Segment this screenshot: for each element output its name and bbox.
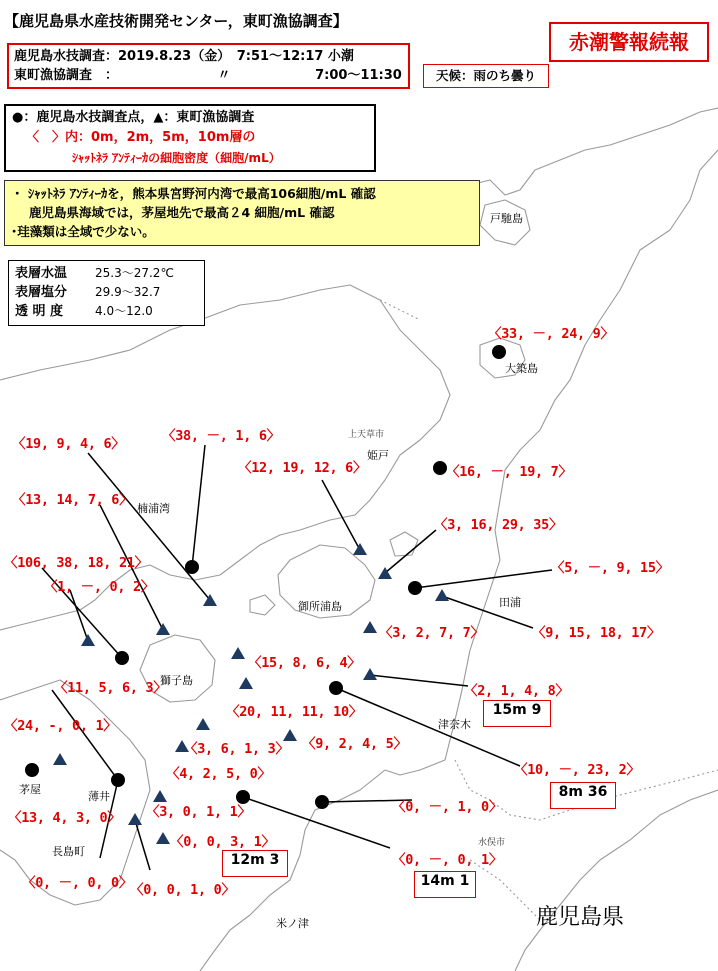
small-island-1 (250, 595, 275, 615)
city-boundary-1 (470, 860, 540, 920)
alert-text: 赤潮警報続報 (569, 30, 689, 54)
place-kamiamakusa: 上天草市 (348, 430, 385, 440)
station-label: 〈33, －, 24, 9〉 (488, 326, 614, 342)
conditions-box (8, 260, 205, 326)
station-label: 〈19, 9, 4, 6〉 (12, 436, 125, 452)
place-tohase: 戸馳島 (490, 212, 523, 225)
station-label: 〈0, －, 0, 1〉 (392, 852, 503, 868)
place-komenotsu: 米ノ津 (276, 917, 309, 930)
weather-box (423, 64, 549, 88)
notes-line-2: 鹿児島県海域では，茅屋地先で最高２4 細胞/mL 確認 (29, 205, 335, 220)
depth-box-12m: 12m 3 (222, 850, 288, 877)
place-prefecture: 鹿児島県 (536, 905, 625, 930)
station-label: 〈3, 2, 7, 7〉 (379, 625, 484, 641)
station-label: 〈9, 2, 4, 5〉 (302, 736, 407, 752)
station-label: 〈24, -, 0, 1〉 (4, 718, 117, 734)
condition-transparency (15, 302, 198, 321)
station-label: 〈106, 38, 18, 21〉 (4, 555, 148, 571)
station-label: 〈15, 8, 6, 4〉 (248, 655, 361, 671)
survey-line-2-time: 7:00～11:30 (315, 68, 402, 83)
place-shishijima: 獅子島 (160, 674, 193, 687)
place-goshourajima: 御所浦島 (298, 600, 342, 613)
station-label: 〈11, 5, 6, 3〉 (54, 680, 167, 696)
condition-salinity (15, 283, 198, 302)
notes-box (4, 180, 480, 246)
city-boundary-2 (380, 300, 420, 320)
legend-box (4, 104, 376, 172)
station-label: 〈0, 0, 1, 0〉 (130, 882, 235, 898)
survey-line-1: 鹿児島水技調査：2019.8.23（金） 7:51～12:17 小潮 (14, 49, 354, 64)
place-taura: 田浦 (499, 596, 521, 609)
station-label: 〈2, 1, 4, 8〉 (464, 683, 569, 699)
condition-water-temp (15, 264, 198, 283)
legend-line-2: 〈 〉内：0m，2m，5m，10m層の (26, 130, 256, 145)
coast-northeast (470, 108, 718, 195)
small-island-2 (390, 532, 418, 556)
station-label: 〈3, 16, 29, 35〉 (434, 517, 563, 533)
station-label: 〈10, －, 23, 2〉 (514, 762, 640, 778)
place-kaya: 茅屋 (19, 783, 41, 796)
place-usui: 薄井 (88, 790, 110, 803)
depth-box-14m: 14m 1 (414, 871, 476, 898)
depth-box-8m: 8m 36 (550, 782, 616, 809)
station-label: 〈9, 15, 18, 17〉 (532, 625, 661, 641)
legend-line-3: ｼｬｯﾄﾈﾗ ｱﾝﾃｨｰｶの細胞密度（細胞/mL） (72, 151, 281, 165)
station-label: 〈38, －, 1, 6〉 (162, 428, 280, 444)
place-ootsukijima: 大築島 (505, 362, 538, 375)
station-label: 〈3, 0, 1, 1〉 (146, 804, 251, 820)
survey-line-2 (14, 66, 403, 85)
condition-value: 25.3～27.2℃ (95, 266, 174, 280)
alert-badge (549, 22, 709, 62)
place-himedo: 姫戸 (367, 449, 389, 462)
station-label: 〈5, －, 9, 15〉 (551, 560, 669, 576)
station-label: 〈1, －, 0, 2〉 (44, 579, 155, 595)
notes-line-1: ・ ｼｬｯﾄﾈﾗ ｱﾝﾃｨｰｶを，熊本県宮野河内湾で最高106細胞/mL 確認 (11, 186, 376, 201)
depth-box-15m: 15m 9 (483, 700, 551, 727)
condition-label: 表層塩分 (15, 285, 68, 300)
page-title: 【鹿児島県水産技術開発センター，東町漁協調査】 (4, 12, 348, 30)
station-label: 〈16, －, 19, 7〉 (446, 464, 572, 480)
place-kusuura: 楠浦湾 (137, 502, 170, 515)
survey-line-2-ditto: 〃 (217, 68, 231, 83)
legend-line-1: ●：鹿児島水技調査点，▲：東町漁協調査 (12, 110, 255, 125)
place-minamata: 水俣市 (478, 838, 506, 848)
station-label: 〈4, 2, 5, 0〉 (166, 766, 271, 782)
station-label: 〈0, －, 1, 0〉 (392, 799, 503, 815)
station-label: 〈13, 14, 7, 6〉 (12, 492, 133, 508)
station-label: 〈3, 6, 1, 3〉 (184, 741, 289, 757)
station-label: 〈0, 0, 3, 1〉 (170, 834, 275, 850)
condition-value: 4.0～12.0 (95, 304, 153, 318)
weather-text: 天候：雨のち曇り (435, 68, 536, 83)
station-label: 〈13, 4, 3, 0〉 (8, 810, 121, 826)
station-label: 〈0, －, 0, 0〉 (22, 875, 133, 891)
condition-label: 表層水温 (15, 266, 68, 281)
condition-value: 29.9～32.7 (95, 285, 161, 299)
survey-line-2-label: 東町漁協調査 ： (14, 68, 119, 83)
place-tsunagi: 津奈木 (438, 718, 471, 731)
coast-south-east (515, 790, 718, 971)
station-label: 〈12, 19, 12, 6〉 (238, 460, 367, 476)
notes-line-3: ･珪藻類は全域で少ない。 (11, 224, 155, 239)
survey-info-box (7, 43, 410, 89)
station-label: 〈20, 11, 11, 10〉 (226, 704, 362, 720)
condition-label: 透 明 度 (15, 304, 64, 319)
place-nagashima: 長島町 (52, 845, 85, 858)
